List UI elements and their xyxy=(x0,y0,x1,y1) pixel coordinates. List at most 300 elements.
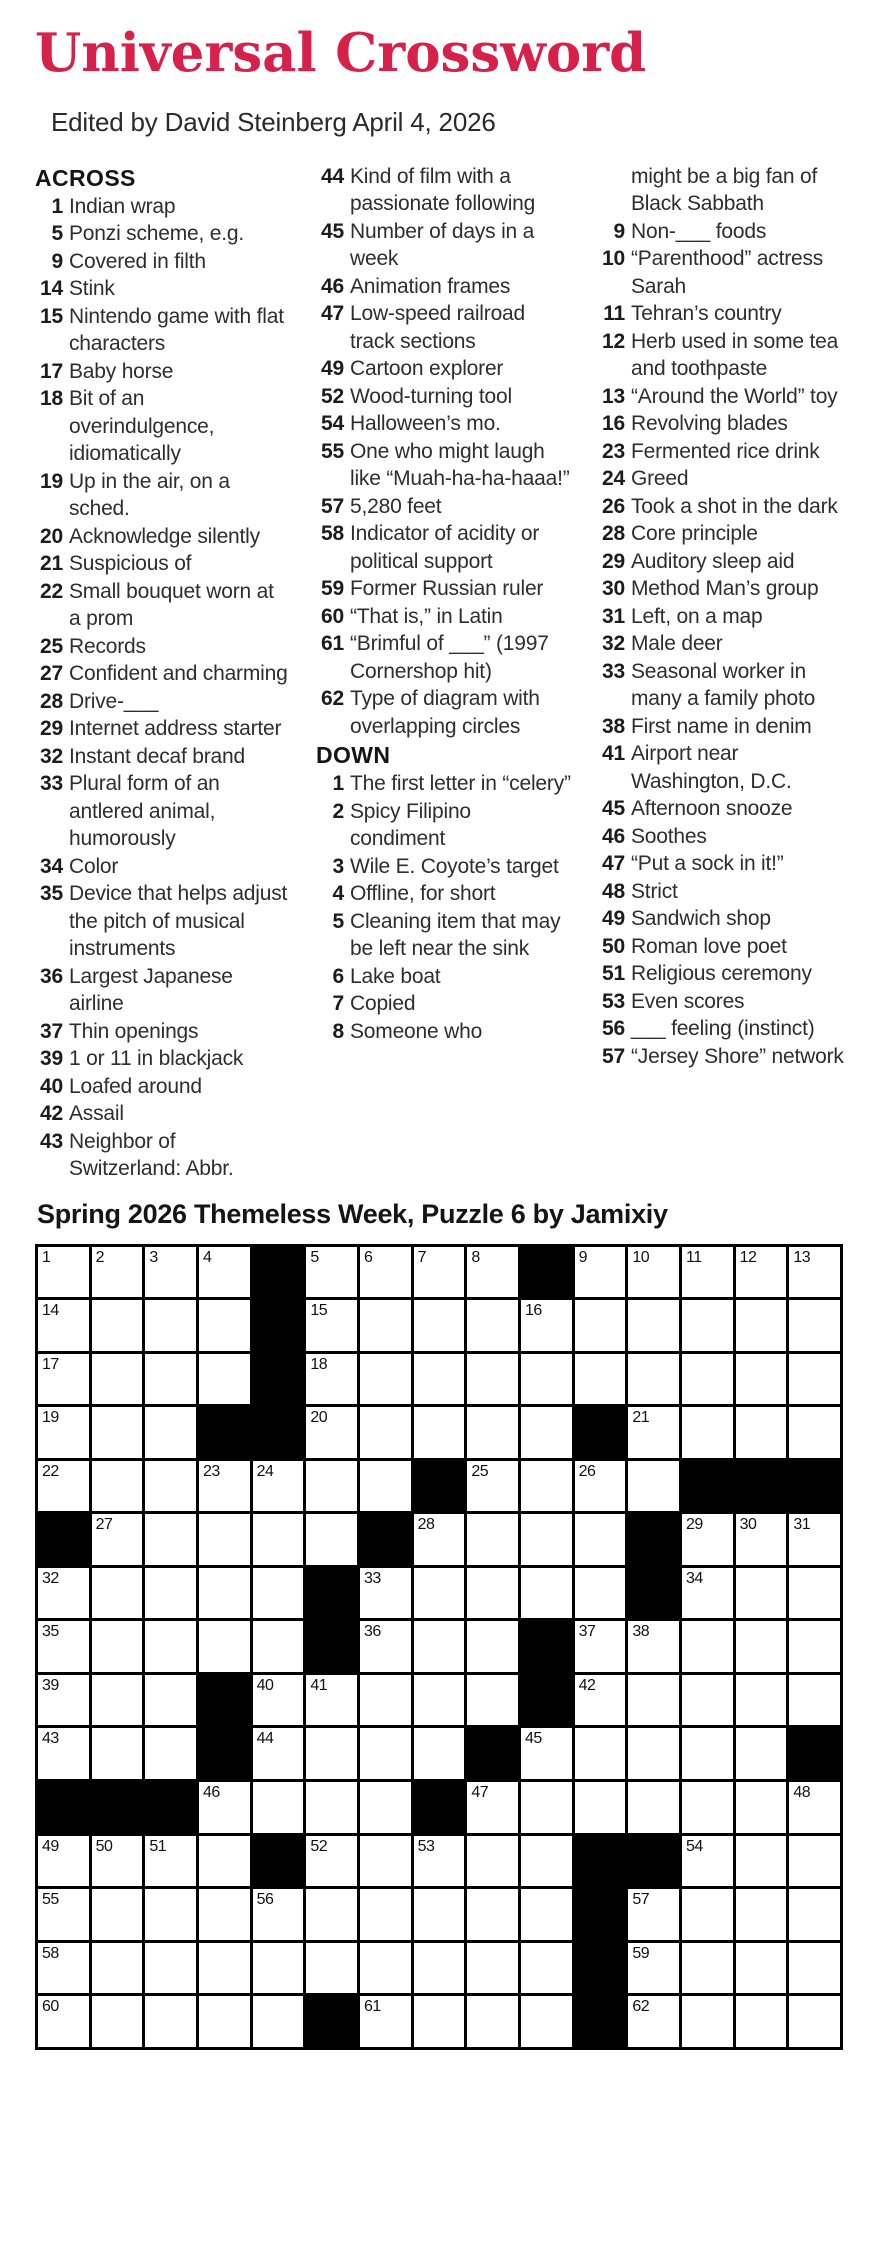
grid-cell[interactable] xyxy=(575,1621,626,1672)
grid-cell[interactable] xyxy=(306,1728,357,1779)
clue-text: One who might laugh like “Muah-ha-ha-haaa!” xyxy=(350,439,570,491)
clue-text: Seasonal worker in many a family photo xyxy=(631,659,816,711)
clue-number: 47 xyxy=(602,852,625,876)
grid-cell[interactable] xyxy=(521,1836,572,1887)
grid-cell[interactable] xyxy=(306,1675,357,1726)
clue-text: Cleaning item that may be left near the sink xyxy=(350,909,561,961)
grid-cell[interactable] xyxy=(199,1621,250,1672)
clue-number: 42 xyxy=(40,1102,63,1126)
grid-cell[interactable] xyxy=(628,1996,679,2047)
cell-number: 14 xyxy=(42,1302,59,1320)
grid-cell[interactable] xyxy=(414,1514,465,1565)
grid-cell[interactable] xyxy=(145,1300,196,1351)
clue-number: 24 xyxy=(602,467,625,491)
grid-cell[interactable] xyxy=(38,1568,89,1619)
grid-cell[interactable] xyxy=(145,1728,196,1779)
grid-cell[interactable] xyxy=(360,1407,411,1458)
grid-cell[interactable] xyxy=(145,1675,196,1726)
grid-cell[interactable] xyxy=(199,1354,250,1405)
grid-cell-black xyxy=(575,1943,626,1994)
clue-text: Number of days in a week xyxy=(350,219,535,271)
grid-cell[interactable] xyxy=(199,1461,250,1512)
grid-cell[interactable] xyxy=(521,1782,572,1833)
grid-cell[interactable] xyxy=(92,1836,143,1887)
clue-item xyxy=(35,1128,290,1183)
grid-cell[interactable] xyxy=(575,1300,626,1351)
grid-cell[interactable] xyxy=(682,1247,733,1298)
cell-number: 26 xyxy=(578,1462,596,1480)
clue-text: Loafed around xyxy=(69,1074,202,1098)
cell-number: 28 xyxy=(417,1516,435,1534)
grid-cell[interactable] xyxy=(789,1407,840,1458)
grid-cell[interactable] xyxy=(682,1943,733,1994)
grid-cell[interactable] xyxy=(92,1889,143,1940)
cell-number: 6 xyxy=(364,1248,373,1266)
cell-number: 8 xyxy=(471,1248,480,1266)
grid-cell[interactable] xyxy=(92,1621,143,1672)
grid-cell[interactable] xyxy=(306,1782,357,1833)
grid-cell[interactable] xyxy=(628,1782,679,1833)
grid-cell[interactable] xyxy=(92,1996,143,2047)
clue-item xyxy=(597,630,852,658)
cell-number: 62 xyxy=(632,1998,650,2016)
grid-cell-black xyxy=(521,1675,572,1726)
grid-cell[interactable] xyxy=(521,1728,572,1779)
clue-number: 49 xyxy=(602,907,625,931)
cell-number: 31 xyxy=(793,1516,811,1534)
grid-cell[interactable] xyxy=(789,1568,840,1619)
cell-number: 15 xyxy=(310,1302,328,1320)
grid-cell[interactable] xyxy=(38,1621,89,1672)
grid-cell[interactable] xyxy=(467,1943,518,1994)
clue-item xyxy=(597,218,852,246)
grid-cell[interactable] xyxy=(789,1514,840,1565)
clue-item xyxy=(597,410,852,438)
grid-cell[interactable] xyxy=(360,1996,411,2047)
grid-cell[interactable] xyxy=(736,1407,787,1458)
grid-cell[interactable] xyxy=(682,1568,733,1619)
grid-cell[interactable] xyxy=(682,1621,733,1672)
cell-number: 39 xyxy=(42,1676,59,1694)
grid-cell[interactable] xyxy=(38,1461,89,1512)
grid-cell[interactable] xyxy=(521,1996,572,2047)
grid-cell[interactable] xyxy=(199,1300,250,1351)
grid-cell[interactable] xyxy=(575,1568,626,1619)
clue-text: Afternoon snooze xyxy=(631,797,793,821)
grid-cell[interactable] xyxy=(682,1354,733,1405)
clue-item xyxy=(597,823,852,851)
cell-number: 5 xyxy=(310,1248,319,1266)
clue-item xyxy=(316,685,571,740)
grid-cell[interactable] xyxy=(628,1354,679,1405)
cell-number: 57 xyxy=(632,1891,650,1909)
grid-cell[interactable] xyxy=(789,1996,840,2047)
grid-cell[interactable] xyxy=(360,1300,411,1351)
clue-number: 11 xyxy=(603,302,625,326)
cell-number: 3 xyxy=(149,1248,158,1266)
clue-item xyxy=(35,688,290,716)
clue-item xyxy=(597,878,852,906)
grid-cell[interactable] xyxy=(575,1354,626,1405)
clue-number: 38 xyxy=(602,714,625,738)
grid-cell[interactable] xyxy=(682,1996,733,2047)
grid-cell[interactable] xyxy=(414,1943,465,1994)
grid-cell[interactable] xyxy=(145,1568,196,1619)
clue-number: 20 xyxy=(40,524,63,548)
grid-cell[interactable] xyxy=(360,1836,411,1887)
grid-cell[interactable] xyxy=(736,1514,787,1565)
grid-cell[interactable] xyxy=(521,1407,572,1458)
grid-cell[interactable] xyxy=(628,1461,679,1512)
grid-cell[interactable] xyxy=(467,1514,518,1565)
grid-cell[interactable] xyxy=(145,1247,196,1298)
grid-cell[interactable] xyxy=(38,1996,89,2047)
grid-cell[interactable] xyxy=(253,1996,304,2047)
cell-number: 27 xyxy=(95,1516,113,1534)
grid-cell[interactable] xyxy=(736,1728,787,1779)
grid-cell[interactable] xyxy=(736,1836,787,1887)
cell-number: 19 xyxy=(42,1409,59,1427)
grid-cell[interactable] xyxy=(467,1354,518,1405)
cell-number: 35 xyxy=(42,1623,59,1641)
grid-cell[interactable] xyxy=(736,1247,787,1298)
grid-cell[interactable] xyxy=(414,1354,465,1405)
cell-number: 21 xyxy=(632,1409,650,1427)
grid-cell[interactable] xyxy=(521,1461,572,1512)
clue-number: 40 xyxy=(40,1074,63,1098)
grid-cell[interactable] xyxy=(467,1407,518,1458)
grid-cell[interactable] xyxy=(145,1407,196,1458)
clue-text: Plural form of an antlered animal, humorously xyxy=(69,772,220,851)
clue-number: 46 xyxy=(321,274,344,298)
grid-cell[interactable] xyxy=(789,1354,840,1405)
clue-text: Thin openings xyxy=(69,1019,199,1043)
grid-cell-black xyxy=(575,1889,626,1940)
clue-item xyxy=(316,273,571,301)
grid-cell[interactable] xyxy=(628,1300,679,1351)
grid-cell[interactable] xyxy=(736,1675,787,1726)
grid-cell[interactable] xyxy=(628,1247,679,1298)
grid-cell[interactable] xyxy=(682,1728,733,1779)
grid-cell[interactable] xyxy=(199,1514,250,1565)
grid-cell[interactable] xyxy=(145,1889,196,1940)
grid-cell[interactable] xyxy=(736,1300,787,1351)
clue-text: “Brimful of ___” (1997 Cornershop hit) xyxy=(350,632,549,683)
clue-item xyxy=(35,633,290,661)
grid-cell[interactable] xyxy=(360,1782,411,1833)
grid-cell-black xyxy=(199,1407,250,1458)
grid-cell[interactable] xyxy=(145,1836,196,1887)
grid-cell[interactable] xyxy=(414,1675,465,1726)
grid-cell[interactable] xyxy=(521,1354,572,1405)
grid-cell[interactable] xyxy=(414,1728,465,1779)
grid-cell[interactable] xyxy=(736,1354,787,1405)
grid-cell[interactable] xyxy=(92,1407,143,1458)
grid-cell[interactable] xyxy=(682,1407,733,1458)
grid-cell[interactable] xyxy=(38,1354,89,1405)
grid-cell[interactable] xyxy=(199,1247,250,1298)
grid-cell[interactable] xyxy=(92,1354,143,1405)
cell-number: 48 xyxy=(793,1783,811,1801)
grid-cell[interactable] xyxy=(789,1621,840,1672)
clue-item xyxy=(35,1073,290,1101)
grid-cell[interactable] xyxy=(628,1728,679,1779)
clue-text: 1 or 11 in blackjack xyxy=(69,1047,244,1071)
clue-item xyxy=(35,1045,290,1073)
grid-cell[interactable] xyxy=(682,1889,733,1940)
grid-cell[interactable] xyxy=(467,1300,518,1351)
grid-cell[interactable] xyxy=(521,1514,572,1565)
grid-cell[interactable] xyxy=(38,1889,89,1940)
grid-cell[interactable] xyxy=(521,1568,572,1619)
grid-cell[interactable] xyxy=(414,1407,465,1458)
grid-cell[interactable] xyxy=(199,1782,250,1833)
grid-cell[interactable] xyxy=(467,1889,518,1940)
grid-cell[interactable] xyxy=(92,1568,143,1619)
grid-cell[interactable] xyxy=(467,1247,518,1298)
grid-cell[interactable] xyxy=(92,1300,143,1351)
clue-text: Sandwich shop xyxy=(631,907,771,931)
clue-item xyxy=(597,740,852,795)
grid-cell[interactable] xyxy=(467,1568,518,1619)
grid-cell[interactable] xyxy=(199,1889,250,1940)
grid-cell[interactable] xyxy=(628,1889,679,1940)
grid-cell[interactable] xyxy=(360,1889,411,1940)
clue-text: Revolving blades xyxy=(631,412,788,436)
clue-item xyxy=(316,575,571,603)
grid-cell[interactable] xyxy=(306,1514,357,1565)
grid-cell[interactable] xyxy=(360,1568,411,1619)
grid-cell[interactable] xyxy=(789,1300,840,1351)
grid-cell[interactable] xyxy=(736,1943,787,1994)
grid-cell[interactable] xyxy=(199,1943,250,1994)
grid-cell[interactable] xyxy=(521,1889,572,1940)
clue-item xyxy=(35,303,290,358)
clue-number: 45 xyxy=(602,797,625,821)
clue-item xyxy=(35,523,290,551)
grid-cell[interactable] xyxy=(521,1300,572,1351)
grid-cell[interactable] xyxy=(38,1675,89,1726)
clue-text: Cartoon explorer xyxy=(350,357,504,381)
grid-cell[interactable] xyxy=(682,1300,733,1351)
clue-text: Indian wrap xyxy=(69,194,176,218)
grid-cell[interactable] xyxy=(145,1514,196,1565)
grid-cell[interactable] xyxy=(682,1836,733,1887)
grid-cell[interactable] xyxy=(467,1621,518,1672)
grid-cell[interactable] xyxy=(467,1675,518,1726)
clue-number: 41 xyxy=(602,742,625,766)
grid-cell[interactable] xyxy=(199,1996,250,2047)
clue-columns xyxy=(35,163,848,1183)
grid-cell[interactable] xyxy=(38,1300,89,1351)
grid-cell[interactable] xyxy=(360,1354,411,1405)
grid-cell[interactable] xyxy=(628,1621,679,1672)
grid-cell[interactable] xyxy=(360,1728,411,1779)
grid-cell-black xyxy=(467,1728,518,1779)
grid-cell[interactable] xyxy=(736,1996,787,2047)
grid-cell[interactable] xyxy=(628,1407,679,1458)
grid-cell[interactable] xyxy=(253,1782,304,1833)
clue-number: 7 xyxy=(332,992,344,1016)
cell-number: 61 xyxy=(364,1998,381,2016)
clue-item xyxy=(316,355,571,383)
grid-cell[interactable] xyxy=(628,1943,679,1994)
grid-cell[interactable] xyxy=(682,1514,733,1565)
grid-cell[interactable] xyxy=(575,1782,626,1833)
grid-cell[interactable] xyxy=(92,1247,143,1298)
grid-cell[interactable] xyxy=(414,1996,465,2047)
grid-cell[interactable] xyxy=(145,1354,196,1405)
grid-cell[interactable] xyxy=(521,1943,572,1994)
clue-number: 52 xyxy=(321,384,344,408)
clue-number: 56 xyxy=(602,1017,625,1041)
clue-item xyxy=(597,1015,852,1043)
grid-cell[interactable] xyxy=(38,1247,89,1298)
grid-cell[interactable] xyxy=(199,1836,250,1887)
grid-cell[interactable] xyxy=(789,1782,840,1833)
grid-cell[interactable] xyxy=(92,1675,143,1726)
grid-cell-black xyxy=(253,1836,304,1887)
grid-cell[interactable] xyxy=(414,1621,465,1672)
clue-item xyxy=(35,193,290,221)
grid-cell[interactable] xyxy=(682,1782,733,1833)
grid-cell[interactable] xyxy=(306,1943,357,1994)
grid-cell[interactable] xyxy=(306,1300,357,1351)
grid-cell[interactable] xyxy=(92,1514,143,1565)
grid-cell[interactable] xyxy=(736,1782,787,1833)
grid-cell[interactable] xyxy=(145,1996,196,2047)
grid-cell[interactable] xyxy=(306,1836,357,1887)
grid-cell[interactable] xyxy=(253,1675,304,1726)
grid-cell-black xyxy=(306,1568,357,1619)
clue-number: 49 xyxy=(321,357,344,381)
grid-cell[interactable] xyxy=(467,1782,518,1833)
grid-cell[interactable] xyxy=(92,1728,143,1779)
grid-cell[interactable] xyxy=(253,1943,304,1994)
grid-cell[interactable] xyxy=(92,1461,143,1512)
clue-number: 29 xyxy=(602,549,625,573)
grid-cell[interactable] xyxy=(682,1675,733,1726)
grid-cell[interactable] xyxy=(306,1889,357,1940)
grid-cell[interactable] xyxy=(414,1836,465,1887)
grid-cell[interactable] xyxy=(306,1407,357,1458)
grid-cell[interactable] xyxy=(199,1568,250,1619)
grid-cell[interactable] xyxy=(38,1943,89,1994)
grid-cell[interactable] xyxy=(306,1354,357,1405)
grid-cell[interactable] xyxy=(736,1621,787,1672)
grid-cell[interactable] xyxy=(253,1728,304,1779)
grid-cell[interactable] xyxy=(789,1675,840,1726)
grid-cell-black xyxy=(628,1514,679,1565)
grid-cell[interactable] xyxy=(736,1889,787,1940)
grid-cell[interactable] xyxy=(360,1943,411,1994)
grid-cell[interactable] xyxy=(575,1675,626,1726)
clue-number: 10 xyxy=(602,247,625,271)
grid-cell[interactable] xyxy=(360,1621,411,1672)
clue-text: Soothes xyxy=(631,824,707,848)
clue-text: “Parenthood” actress Sarah xyxy=(631,247,824,298)
clue-number: 39 xyxy=(40,1047,63,1071)
clue-number: 36 xyxy=(40,964,63,988)
grid-cell-black xyxy=(360,1514,411,1565)
grid-cell[interactable] xyxy=(38,1407,89,1458)
clue-number: 59 xyxy=(321,577,344,601)
grid-cell[interactable] xyxy=(789,1836,840,1887)
clue-item xyxy=(597,960,852,988)
grid-cell-black xyxy=(414,1461,465,1512)
grid-cell[interactable] xyxy=(575,1514,626,1565)
grid-cell[interactable] xyxy=(789,1943,840,1994)
clue-item xyxy=(35,358,290,386)
cell-number: 10 xyxy=(632,1248,650,1266)
grid-cell[interactable] xyxy=(360,1247,411,1298)
clue-item xyxy=(316,438,571,493)
grid-cell[interactable] xyxy=(253,1514,304,1565)
grid-cell[interactable] xyxy=(253,1889,304,1940)
grid-cell[interactable] xyxy=(467,1461,518,1512)
grid-caption: Spring 2026 Themeless Week, Puzzle 6 by Jamixiy xyxy=(37,1198,668,1229)
grid-cell[interactable] xyxy=(306,1247,357,1298)
grid-cell[interactable] xyxy=(38,1728,89,1779)
grid-cell-black xyxy=(253,1354,304,1405)
clue-number: 60 xyxy=(321,604,344,628)
clue-item xyxy=(316,963,571,991)
clue-text: Records xyxy=(69,634,146,658)
grid-cell[interactable] xyxy=(414,1889,465,1940)
clue-number: 31 xyxy=(602,604,625,628)
clue-text: Internet address starter xyxy=(69,717,282,741)
grid-cell[interactable] xyxy=(92,1943,143,1994)
clue-text: Copied xyxy=(350,992,416,1016)
grid-cell[interactable] xyxy=(253,1621,304,1672)
cell-number: 13 xyxy=(793,1248,811,1266)
clue-number: 5 xyxy=(332,909,344,933)
grid-cell[interactable] xyxy=(253,1568,304,1619)
clue-number: 57 xyxy=(321,494,344,518)
grid-cell[interactable] xyxy=(575,1728,626,1779)
grid-cell[interactable] xyxy=(736,1568,787,1619)
clue-number: 28 xyxy=(602,522,625,546)
cell-number: 29 xyxy=(686,1516,703,1534)
grid-cell[interactable] xyxy=(467,1996,518,2047)
grid-cell[interactable] xyxy=(628,1675,679,1726)
clue-text: Religious ceremony xyxy=(631,962,812,986)
grid-cell-black xyxy=(575,1836,626,1887)
grid-cell[interactable] xyxy=(414,1568,465,1619)
grid-cell[interactable] xyxy=(467,1836,518,1887)
grid-cell[interactable] xyxy=(360,1675,411,1726)
grid-cell[interactable] xyxy=(575,1461,626,1512)
grid-cell[interactable] xyxy=(145,1943,196,1994)
clue-text: Herb used in some tea and toothpaste xyxy=(631,329,839,381)
grid-cell[interactable] xyxy=(414,1247,465,1298)
grid-cell[interactable] xyxy=(38,1836,89,1887)
grid-cell[interactable] xyxy=(575,1247,626,1298)
clue-text: Animation frames xyxy=(350,274,511,298)
grid-cell[interactable] xyxy=(253,1461,304,1512)
grid-cell[interactable] xyxy=(789,1247,840,1298)
grid-cell[interactable] xyxy=(306,1461,357,1512)
grid-cell[interactable] xyxy=(414,1300,465,1351)
grid-cell[interactable] xyxy=(145,1621,196,1672)
clue-text: Spicy Filipino condiment xyxy=(350,799,471,851)
clue-item xyxy=(597,795,852,823)
grid-cell[interactable] xyxy=(360,1461,411,1512)
clue-text: Type of diagram with overlapping circles xyxy=(350,687,540,738)
grid-cell[interactable] xyxy=(789,1889,840,1940)
grid-cell[interactable] xyxy=(145,1461,196,1512)
clue-item xyxy=(316,410,571,438)
